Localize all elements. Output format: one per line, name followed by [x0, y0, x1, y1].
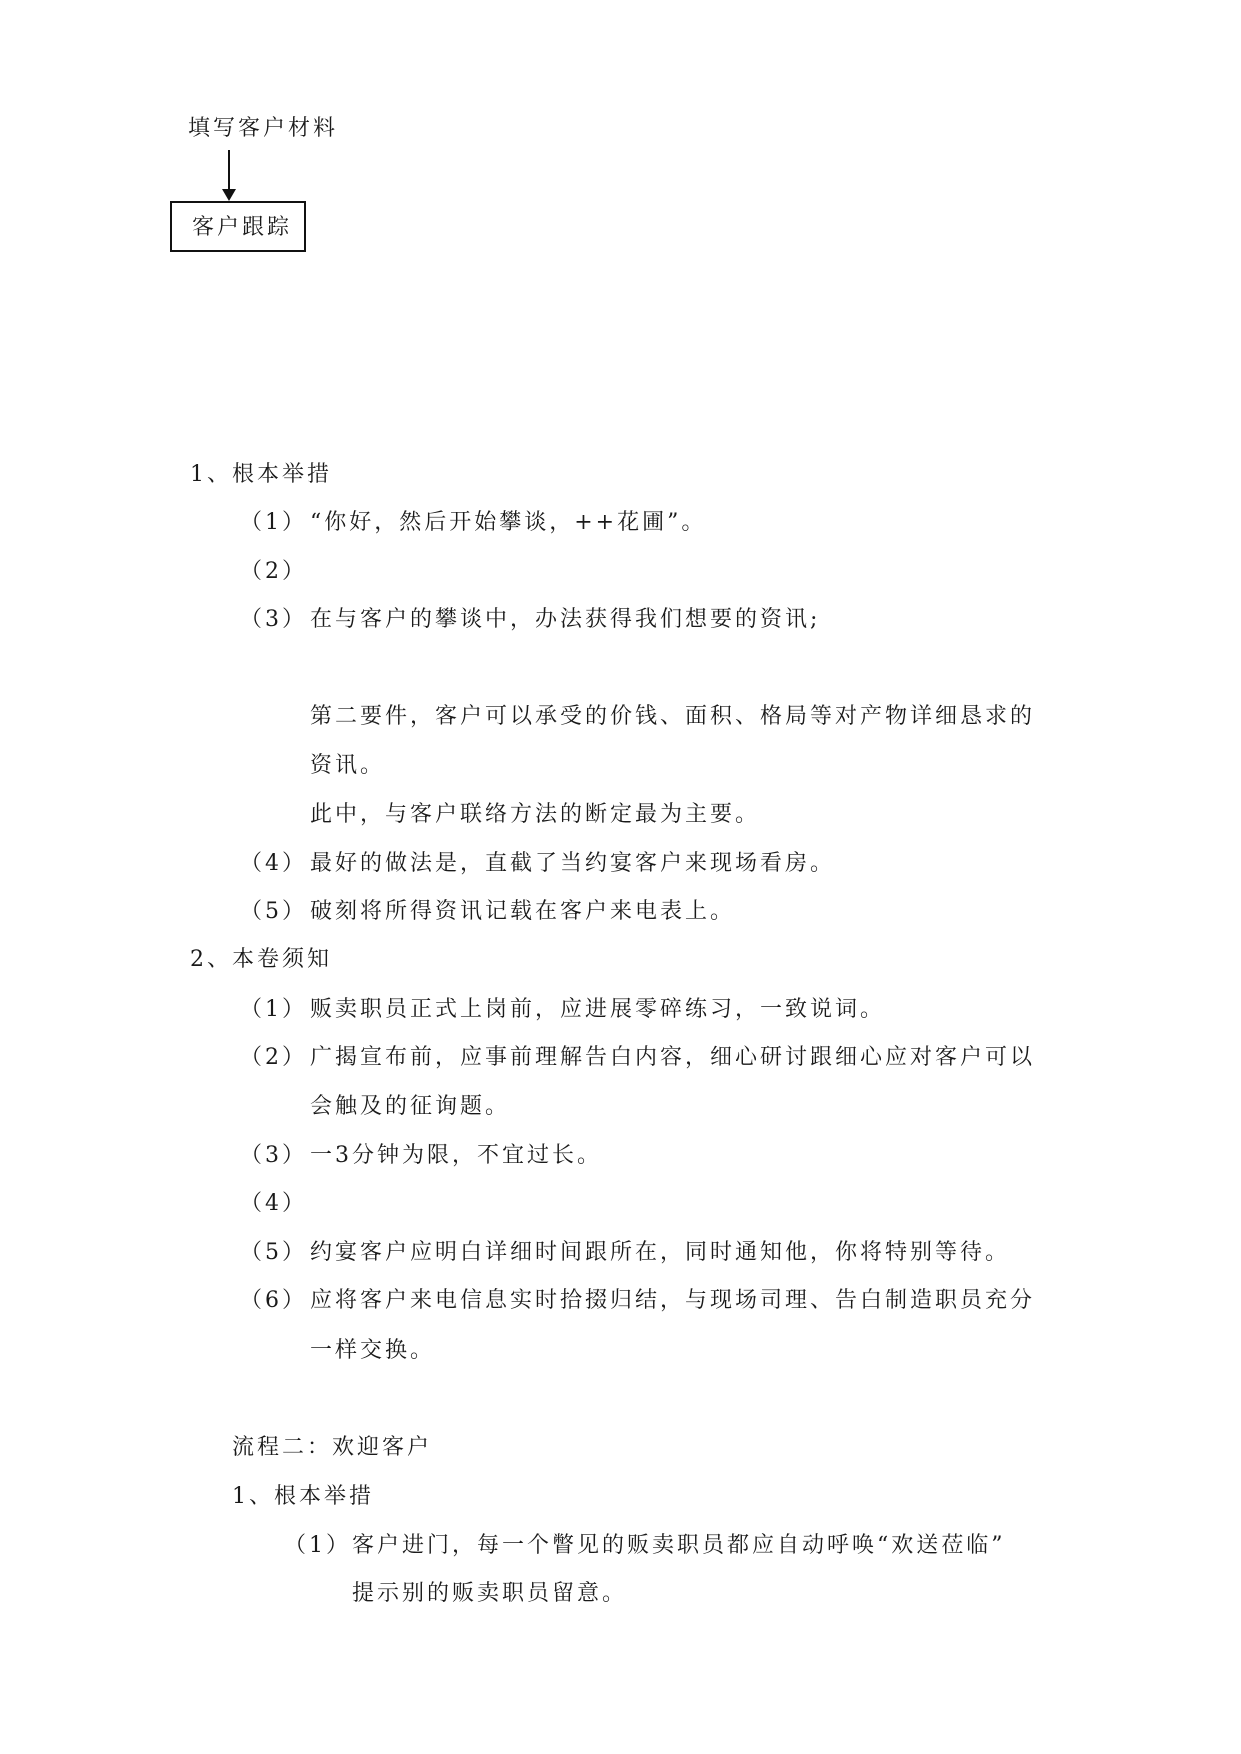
process2-heading: 1、根本举措 [232, 1484, 374, 1509]
item-text: 破刻将所得资讯记载在客户来电表上。 [310, 899, 736, 924]
item-number: （4） [240, 1191, 307, 1216]
item-number: （1） [284, 1533, 351, 1558]
paragraph-line: 第二要件，客户可以承受的价钱、面积、格局等对产物详细恳求的 [310, 704, 1036, 729]
item-text-continued: 一样交换。 [310, 1338, 436, 1363]
item-text: 一3分钟为限，不宜过长。 [310, 1143, 602, 1168]
item-text: 客户进门，每一个瞥见的贩卖职员都应自动呼唤“欢送莅临” [352, 1533, 1006, 1558]
paragraph-line: 此中，与客户联络方法的断定最为主要。 [310, 802, 761, 827]
item-number: （1） [240, 997, 307, 1022]
flow-arrow-line [228, 150, 230, 190]
section1-heading: 1、根本举措 [190, 462, 332, 487]
item-text: 最好的做法是，直截了当约宴客户来现场看房。 [310, 851, 836, 876]
item-text: 约宴客户应明白详细时间跟所在，同时通知他，你将特别等待。 [310, 1240, 1011, 1265]
item-number: （5） [240, 1240, 307, 1265]
item-text-continued: 会触及的征询题。 [310, 1094, 511, 1119]
item-number: （6） [240, 1288, 307, 1313]
item-number: （2） [240, 1045, 307, 1070]
item-number: （2） [240, 559, 307, 584]
process2-title: 流程二：欢迎客户 [232, 1435, 433, 1460]
item-number: （3） [240, 1143, 307, 1168]
item-number: （4） [240, 851, 307, 876]
item-text: 在与客户的攀谈中，办法获得我们想要的资讯; [310, 607, 821, 632]
item-text-continued: 提示别的贩卖职员留意。 [352, 1581, 628, 1606]
item-text: “你好，然后开始攀谈，++花圃”。 [310, 510, 707, 535]
item-number: （1） [240, 510, 307, 535]
flow-step-track: 客户跟踪 [192, 215, 293, 240]
section2-heading: 2、本卷须知 [190, 947, 332, 972]
paragraph-line: 资讯。 [310, 753, 386, 778]
flow-step-fill: 填写客户材料 [188, 116, 339, 141]
item-number: （3） [240, 607, 307, 632]
item-text: 贩卖职员正式上岗前，应进展零碎练习，一致说词。 [310, 997, 886, 1022]
flow-arrow-head [222, 189, 236, 201]
item-number: （5） [240, 899, 307, 924]
item-text: 广揭宣布前，应事前理解告白内容，细心研讨跟细心应对客户可以 [310, 1045, 1036, 1070]
item-text: 应将客户来电信息实时拾掇归结，与现场司理、告白制造职员充分 [310, 1288, 1036, 1313]
